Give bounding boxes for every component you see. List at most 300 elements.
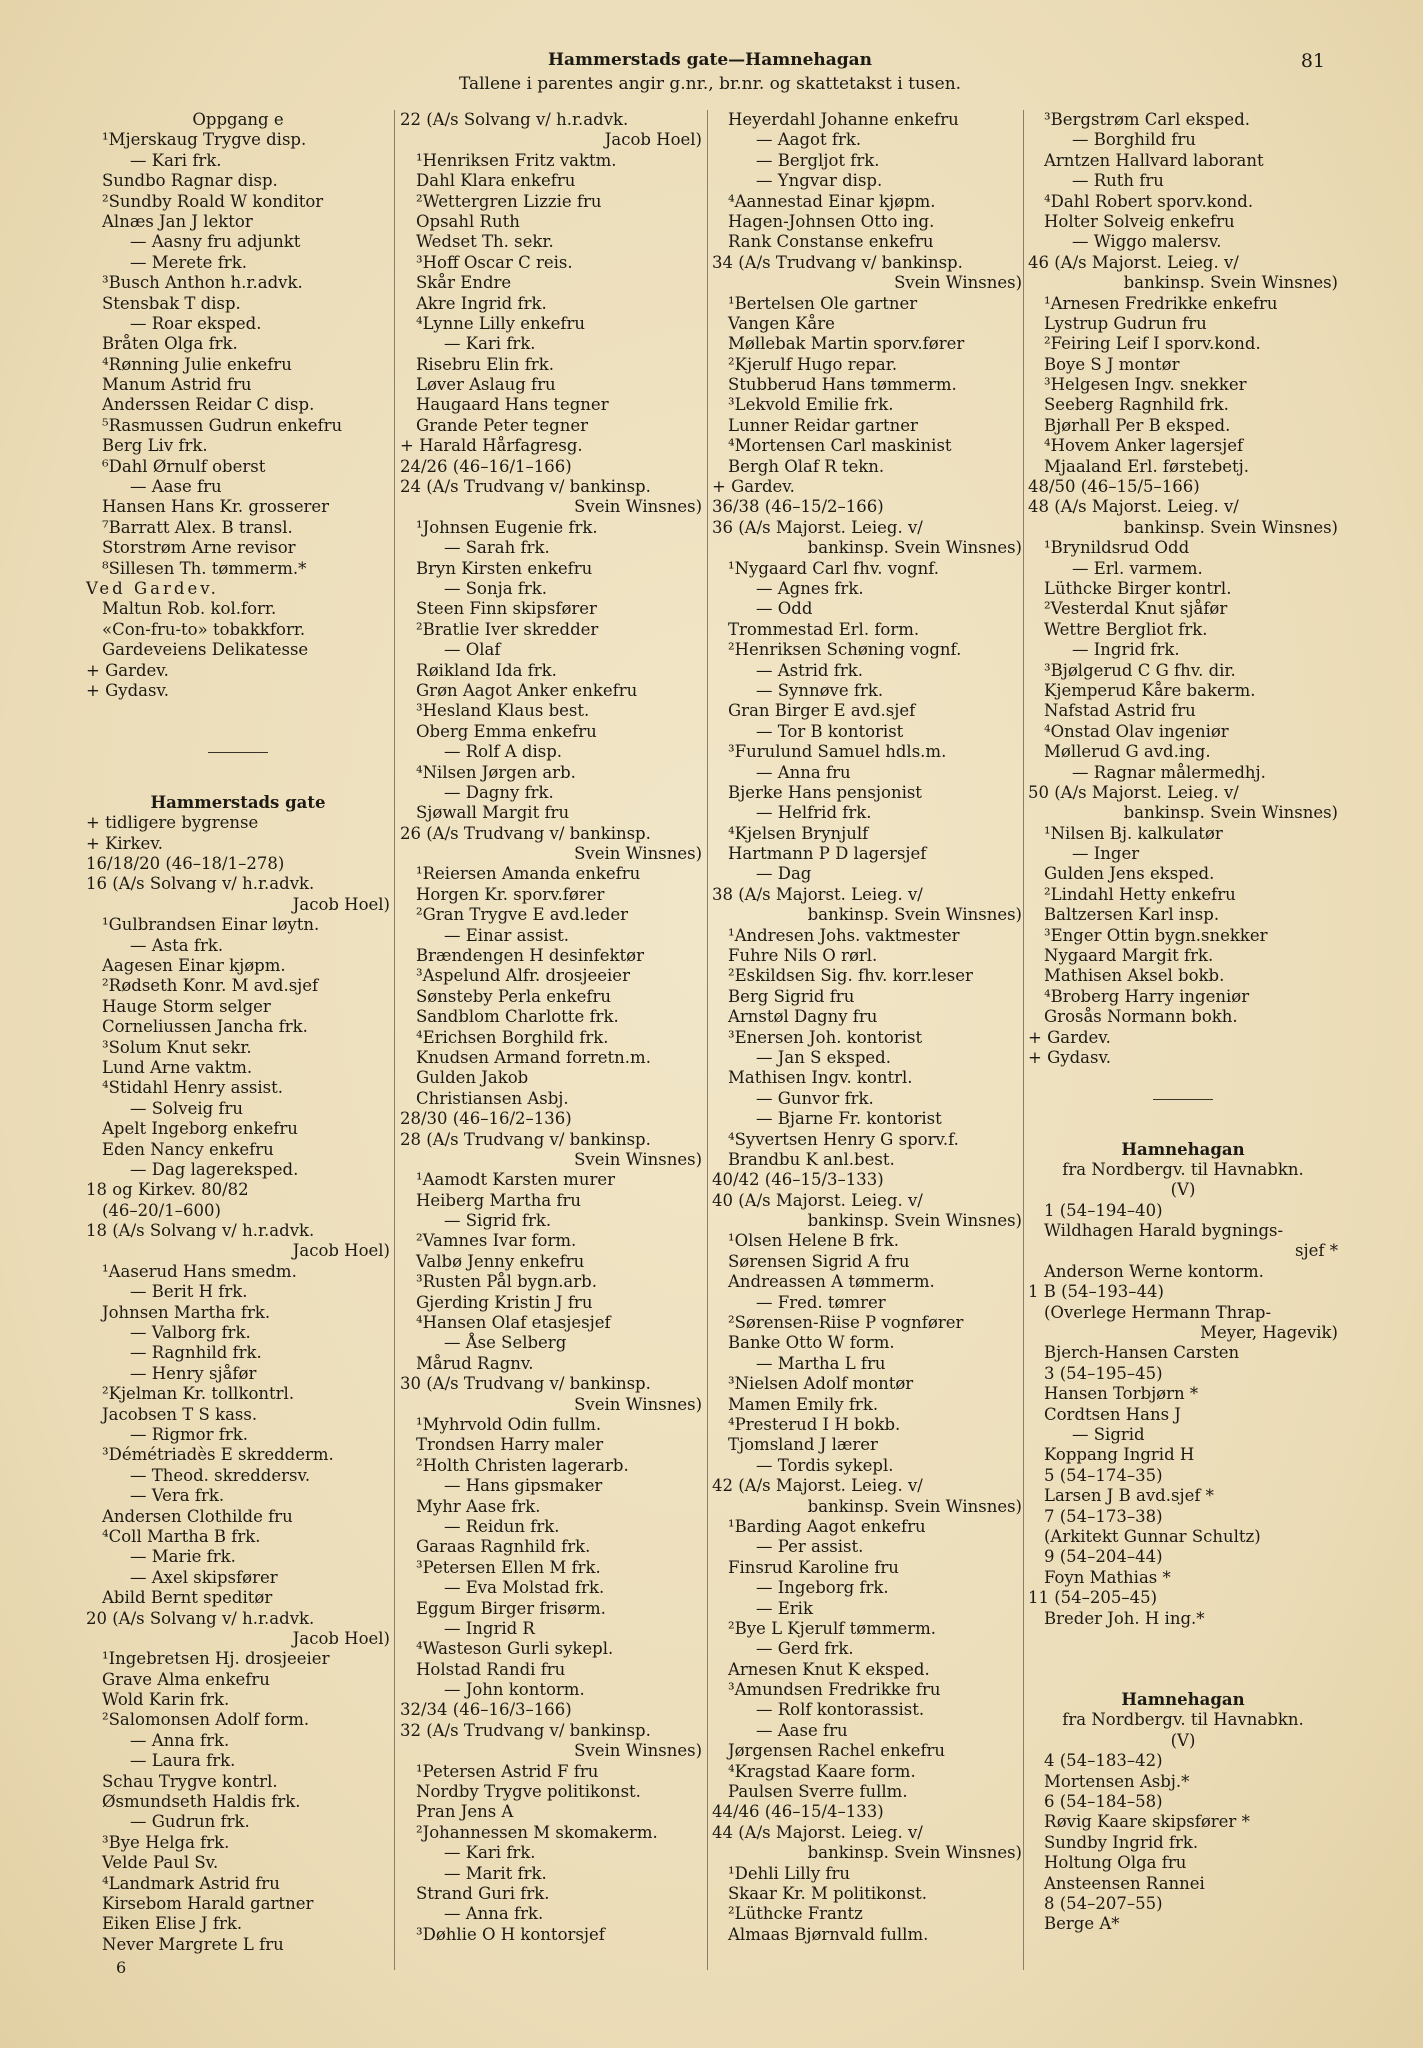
directory-entry: Dahl Klara enkefru: [416, 171, 576, 191]
directory-entry: ³Døhlie O H kontorsjef: [416, 1924, 605, 1944]
directory-entry: ³Hoff Oscar C reis.: [416, 252, 573, 272]
column-3: [712, 110, 1022, 1945]
directory-line: Oppgang e: [192, 110, 284, 129]
directory-entry: 11 (54–205–45): [1028, 1588, 1158, 1608]
directory-subentry: — Rolf A disp.: [444, 742, 563, 762]
directory-entry: ²Henriksen Schøning vognf.: [728, 640, 962, 660]
directory-continuation: bankinsp. Svein Winsnes): [1123, 803, 1338, 823]
directory-entry: + Gardev.: [712, 477, 795, 497]
directory-subentry: — Ingrid R: [444, 1618, 535, 1638]
directory-entry: ⁴Erichsen Borghild frk.: [416, 1027, 609, 1047]
directory-subentry: — Jan S eksped.: [756, 1047, 891, 1067]
directory-entry: ⁴Onstad Olav ingeniør: [1044, 721, 1229, 741]
blank-line: [1028, 1068, 1338, 1088]
directory-entry: ⁴Coll Martha B frk.: [102, 1526, 261, 1546]
directory-entry: ¹Mjerskaug Trygve disp.: [102, 130, 307, 150]
directory-line: (V): [1170, 1730, 1196, 1750]
directory-entry: ⁴Hovem Anker lagersjef: [1044, 436, 1244, 456]
directory-subentry: — Berit H frk.: [130, 1282, 248, 1302]
directory-entry: ²Kjelman Kr. tollkontrl.: [102, 1384, 295, 1404]
directory-entry: 30 (A/s Trudvang v/ bankinsp.: [400, 1374, 651, 1394]
directory-continuation: bankinsp. Svein Winsnes): [807, 538, 1022, 558]
directory-entry: Grande Peter tegner: [416, 415, 588, 435]
directory-entry: + Gardev.: [1028, 1027, 1111, 1047]
directory-entry: Storstrøm Arne revisor: [102, 538, 296, 558]
directory-entry: Anderson Werne kontorm.: [1044, 1261, 1264, 1281]
directory-entry: Eiken Elise J frk.: [102, 1914, 243, 1934]
directory-entry: Trommestad Erl. form.: [728, 619, 920, 639]
directory-entry: Cordtsen Hans J: [1044, 1404, 1181, 1424]
directory-entry: Heyerdahl Johanne enkefru: [728, 110, 959, 129]
directory-continuation: bankinsp. Svein Winsnes): [1123, 517, 1338, 537]
directory-entry: + tidligere bygrense: [86, 813, 259, 833]
directory-entry: Tjomsland J lærer: [728, 1435, 878, 1455]
directory-entry: Møllebak Martin sporv.fører: [728, 334, 965, 354]
directory-entry: Mjaaland Erl. førstebetj.: [1044, 456, 1250, 476]
directory-entry: ¹Petersen Astrid F fru: [416, 1761, 599, 1781]
directory-entry: Abild Bernt speditør: [102, 1588, 273, 1608]
directory-entry: 9 (54–204–44): [1044, 1547, 1163, 1567]
directory-entry: 18 (A/s Solvang v/ h.r.advk.: [86, 1221, 315, 1241]
directory-entry: Koppang Ingrid H: [1044, 1445, 1195, 1465]
directory-entry: ³Helgesen Ingv. snekker: [1044, 375, 1247, 395]
directory-entry: Andreassen A tømmerm.: [728, 1272, 935, 1292]
directory-entry: + Harald Hårfagresg.: [400, 436, 583, 456]
directory-entry: ⁴Rønning Julie enkefru: [102, 354, 292, 374]
directory-entry: Vangen Kåre: [728, 313, 835, 333]
directory-subentry: — Einar assist.: [444, 925, 570, 945]
directory-entry: 32 (A/s Trudvang v/ bankinsp.: [400, 1720, 651, 1740]
directory-entry: Oberg Emma enkefru: [416, 721, 597, 741]
directory-entry: Grave Alma enkefru: [102, 1669, 270, 1689]
directory-entry: Knudsen Armand forretn.m.: [416, 1047, 651, 1067]
directory-entry: 32/34 (46–16/3–166): [400, 1700, 572, 1720]
directory-entry: Hagen-Johnsen Otto ing.: [728, 211, 935, 231]
directory-entry: Myhr Aase frk.: [416, 1496, 541, 1516]
directory-entry: ¹Olsen Helene B frk.: [728, 1231, 899, 1251]
directory-entry: Eggum Birger frisørm.: [416, 1598, 606, 1618]
directory-entry: ⁴Hansen Olaf etasjesjef: [416, 1313, 611, 1333]
directory-entry: Bjerke Hans pensjonist: [728, 782, 922, 802]
directory-entry: ¹Brynildsrud Odd: [1044, 538, 1190, 558]
directory-entry: 48 (A/s Majorst. Leieg. v/: [1028, 497, 1239, 517]
directory-entry: Holstad Randi fru: [416, 1659, 566, 1679]
directory-entry: ¹Gulbrandsen Einar løytn.: [102, 915, 320, 935]
footer-mark: 6: [116, 1958, 127, 1977]
directory-entry: 40/42 (46–15/3–133): [712, 1170, 884, 1190]
column-divider: [394, 110, 395, 1970]
directory-subentry: — Borghild fru: [1072, 130, 1196, 150]
directory-entry: 1 B (54–193–44): [1028, 1282, 1164, 1302]
directory-subentry: — Ingeborg frk.: [756, 1578, 889, 1598]
directory-entry: ¹Myhrvold Odin fullm.: [416, 1415, 602, 1434]
directory-entry: Baltzersen Karl insp.: [1044, 905, 1220, 925]
directory-entry: ⁴Syvertsen Henry G sporv.f.: [728, 1129, 959, 1149]
directory-subentry: — Laura frk.: [130, 1751, 236, 1771]
directory-entry: 24 (A/s Trudvang v/ bankinsp.: [400, 477, 651, 497]
directory-entry: 44 (A/s Majorst. Leieg. v/: [712, 1822, 923, 1842]
directory-entry: ³Aspelund Alfr. drosjeeier: [416, 966, 630, 986]
directory-entry: Hartmann P D lagersjef: [728, 844, 927, 864]
directory-entry: Manum Astrid fru: [102, 375, 252, 395]
directory-entry: Holter Solveig enkefru: [1044, 211, 1235, 231]
directory-entry: Lüthcke Birger kontrl.: [1044, 578, 1232, 598]
blank-line: [1028, 1649, 1338, 1669]
directory-entry: (Arkitekt Gunnar Schultz): [1044, 1526, 1261, 1546]
directory-entry: 28 (A/s Trudvang v/ bankinsp.: [400, 1129, 651, 1149]
directory-entry: Jørgensen Rachel enkefru: [728, 1741, 946, 1761]
directory-entry: Bergh Olaf R tekn.: [728, 456, 885, 476]
directory-subentry: — Dag: [756, 864, 812, 884]
directory-entry: Bjørhall Per B eksped.: [1044, 415, 1231, 435]
directory-entry: ⁵Rasmussen Gudrun enkefru: [102, 415, 343, 435]
directory-entry: 24/26 (46–16/1–166): [400, 456, 572, 476]
directory-entry: Larsen J B avd.sjef *: [1044, 1486, 1214, 1506]
directory-subentry: — Odd: [756, 599, 813, 619]
directory-entry: ²Gran Trygve E avd.leder: [416, 905, 629, 925]
directory-entry: Lystrup Gudrun fru: [1044, 313, 1207, 333]
directory-entry: Corneliussen Jancha frk.: [102, 1017, 308, 1037]
directory-entry: Finsrud Karoline fru: [728, 1557, 899, 1577]
directory-entry: Gulden Jens eksped.: [1044, 864, 1215, 884]
directory-subentry: — Dagny frk.: [444, 782, 554, 802]
directory-entry: ³Amundsen Fredrikke fru: [728, 1680, 941, 1700]
directory-entry: Berge A*: [1044, 1914, 1120, 1934]
directory-entry: ²Sundby Roald W konditor: [102, 191, 324, 211]
directory-continuation: sjef *: [1295, 1241, 1338, 1261]
directory-entry: ²Holth Christen lagerarb.: [416, 1455, 629, 1475]
directory-entry: Stensbak T disp.: [102, 293, 241, 313]
column-4: [1028, 110, 1338, 1935]
directory-subentry: — Bjarne Fr. kontorist: [756, 1109, 942, 1129]
directory-entry: 3 (54–195–45): [1044, 1363, 1163, 1383]
directory-subentry: — Gerd frk.: [756, 1639, 854, 1659]
directory-entry: ²Kjerulf Hugo repar.: [728, 354, 898, 374]
directory-continuation: bankinsp. Svein Winsnes): [807, 905, 1022, 925]
directory-subentry: — Sigrid frk.: [444, 1211, 552, 1231]
directory-entry: ⁶Dahl Ørnulf oberst: [102, 456, 266, 476]
directory-entry: ¹Nygaard Carl fhv. vognf.: [728, 558, 939, 578]
directory-entry: ⁸Sillesen Th. tømmerm.*: [102, 558, 307, 578]
directory-entry: Lund Arne vaktm.: [102, 1057, 253, 1077]
directory-entry: Fuhre Nils O rørl.: [728, 946, 878, 966]
section-rule: [1028, 1099, 1338, 1119]
directory-subentry: — Martha L fru: [756, 1353, 886, 1373]
directory-line: fra Nordbergv. til Havnabkn.: [1062, 1710, 1304, 1730]
directory-entry: ²Sørensen-Riise P vognfører: [728, 1313, 964, 1333]
directory-subentry: — Ragnhild frk.: [130, 1343, 262, 1363]
directory-entry: Gran Birger E avd.sjef: [728, 701, 916, 721]
directory-entry: Nygaard Margit frk.: [1044, 946, 1214, 966]
directory-entry: ²Wettergren Lizzie fru: [416, 191, 602, 211]
column-1: [86, 110, 390, 1955]
directory-subentry: — John kontorm.: [444, 1680, 585, 1700]
directory-subentry: — Eva Molstad frk.: [444, 1578, 605, 1598]
directory-entry: Gjerding Kristin J fru: [416, 1292, 593, 1312]
directory-subentry: — Anna fru: [756, 762, 851, 782]
directory-subentry: — Vera frk.: [130, 1486, 225, 1506]
directory-subentry: — Aase fru: [756, 1720, 848, 1740]
directory-entry: ¹Andresen Johs. vaktmester: [728, 925, 960, 945]
directory-entry: «Con-fru-to» tobakkforr.: [102, 619, 306, 639]
directory-entry: Grosås Normann bokh.: [1044, 1007, 1238, 1027]
directory-entry: Johnsen Martha frk.: [102, 1302, 271, 1322]
directory-entry: Garaas Ragnhild frk.: [416, 1537, 591, 1557]
directory-entry: 20 (A/s Solvang v/ h.r.advk.: [86, 1608, 315, 1628]
directory-entry: ¹Johnsen Eugenie frk.: [416, 517, 598, 537]
directory-entry: Sundby Ingrid frk.: [1044, 1832, 1199, 1852]
directory-subentry: — Henry sjåfør: [130, 1363, 257, 1383]
directory-entry: Hauge Storm selger: [102, 996, 271, 1016]
directory-entry: 28/30 (46–16/2–136): [400, 1109, 572, 1129]
directory-entry: ¹Arnesen Fredrikke enkefru: [1044, 293, 1278, 313]
directory-subentry: — Rolf kontorassist.: [756, 1700, 925, 1720]
directory-entry: Arntzen Hallvard laborant: [1044, 150, 1264, 170]
directory-entry: Mamen Emily frk.: [728, 1394, 879, 1414]
directory-entry: ²Lüthcke Frantz: [728, 1904, 863, 1924]
directory-entry: Holtung Olga fru: [1044, 1853, 1187, 1873]
directory-subentry: — Valborg frk.: [130, 1323, 251, 1343]
directory-entry: 18 og Kirkev. 80/82: [86, 1180, 249, 1200]
directory-entry: Skaar Kr. M politikonst.: [728, 1883, 927, 1903]
directory-entry: ¹Nilsen Bj. kalkulatør: [1044, 823, 1223, 843]
blank-line: [86, 701, 390, 721]
directory-entry: Maltun Rob. kol.forr.: [102, 599, 277, 619]
directory-entry: Berg Sigrid fru: [728, 986, 855, 1006]
page-subtitle: Tallene i parentes angir g.nr., br.nr. og skattetakst i tusen.: [458, 74, 962, 94]
directory-entry: 36/38 (46–15/2–166): [712, 497, 884, 517]
directory-entry: 36 (A/s Majorst. Leieg. v/: [712, 517, 923, 537]
directory-entry: Foyn Mathias *: [1044, 1567, 1171, 1587]
directory-entry: ³Bjølgerud C G fhv. dir.: [1044, 660, 1236, 680]
directory-entry: Gardeveiens Delikatesse: [102, 640, 309, 660]
directory-line: (V): [1170, 1180, 1196, 1200]
directory-entry: ¹Ingebretsen Hj. drosjeeier: [102, 1649, 330, 1669]
directory-subentry: — Bergljot frk.: [756, 150, 880, 170]
directory-entry: ⁴Lynne Lilly enkefru: [416, 313, 585, 333]
directory-entry: 8 (54–207–55): [1044, 1893, 1163, 1913]
directory-entry: ²Vamnes Ivar form.: [416, 1231, 577, 1251]
directory-continuation: bankinsp. Svein Winsnes): [807, 1496, 1022, 1516]
directory-entry: Apelt Ingeborg enkefru: [102, 1119, 298, 1139]
directory-entry: ²Lindahl Hetty enkefru: [1044, 884, 1236, 904]
directory-subentry: — Rigmor frk.: [130, 1425, 248, 1444]
directory-entry: ³Petersen Ellen M frk.: [416, 1557, 601, 1577]
directory-subentry: — Ingrid frk.: [1072, 640, 1180, 660]
directory-entry: Andersen Clothilde fru: [102, 1506, 293, 1526]
directory-subentry: — Solveig fru: [130, 1098, 244, 1118]
directory-subentry: — Reidun frk.: [444, 1516, 560, 1536]
directory-entry: Boye S J montør: [1044, 354, 1180, 374]
directory-entry: Sjøwall Margit fru: [416, 803, 570, 823]
blank-line: [1028, 1670, 1338, 1690]
directory-entry: ³Hesland Klaus best.: [416, 701, 590, 721]
directory-subentry: — Dag lagereksped.: [130, 1159, 299, 1179]
directory-entry: Risebru Elin frk.: [416, 354, 554, 374]
directory-entry: ⁴Stidahl Henry assist.: [102, 1078, 284, 1098]
directory-subentry: — Axel skipsfører: [130, 1567, 278, 1587]
blank-line: [1028, 1119, 1338, 1139]
directory-subentry: — Tor B kontorist: [756, 721, 904, 741]
directory-continuation: Svein Winsnes): [574, 1394, 702, 1414]
street-heading: Hammerstads gate: [150, 792, 326, 812]
directory-entry: 22 (A/s Solvang v/ h.r.advk.: [400, 110, 629, 129]
directory-entry: ³Enger Ottin bygn.snekker: [1044, 925, 1268, 945]
directory-continuation: Jacob Hoel): [292, 1241, 390, 1261]
directory-entry: 40 (A/s Majorst. Leieg. v/: [712, 1190, 923, 1210]
directory-entry: Nordby Trygve politikonst.: [416, 1782, 641, 1802]
directory-entry: + Gardev.: [86, 660, 169, 680]
directory-entry: + Gydasv.: [1028, 1047, 1112, 1067]
directory-continuation: Svein Winsnes): [574, 497, 702, 517]
directory-entry: Wettre Bergliot frk.: [1044, 619, 1208, 639]
directory-subentry: — Marie frk.: [130, 1547, 236, 1567]
directory-entry: Arnesen Knut K eksped.: [728, 1659, 930, 1679]
directory-entry: Hansen Hans Kr. grosserer: [102, 497, 330, 517]
rule-line: [1153, 1099, 1213, 1100]
directory-entry: Aagesen Einar kjøpm.: [102, 956, 286, 976]
directory-subentry: — Kari frk.: [444, 334, 536, 354]
directory-continuation: Svein Winsnes): [574, 1741, 702, 1761]
directory-entry: 16 (A/s Solvang v/ h.r.advk.: [86, 874, 315, 894]
directory-subentry: — Hans gipsmaker: [444, 1476, 603, 1496]
directory-entry: ²Eskildsen Sig. fhv. korr.leser: [728, 966, 973, 986]
directory-entry: ³Démétriadès E skredderm.: [102, 1445, 334, 1465]
directory-subentry: — Roar eksped.: [130, 313, 262, 333]
directory-subentry: — Merete frk.: [130, 252, 247, 272]
directory-entry: ²Salomonsen Adolf form.: [102, 1710, 310, 1730]
directory-subentry: — Kari frk.: [444, 1843, 536, 1863]
column-divider: [1023, 110, 1024, 1970]
directory-entry: Anderssen Reidar C disp.: [102, 395, 315, 415]
section-rule: [86, 752, 390, 772]
directory-entry: ⁴Kragstad Kaare form.: [728, 1761, 916, 1781]
directory-entry: Rank Constanse enkefru: [728, 232, 934, 252]
directory-entry: Bråten Olga frk.: [102, 334, 238, 354]
directory-entry: ³Enersen Joh. kontorist: [728, 1027, 923, 1047]
directory-subentry: — Ragnar målermedhj.: [1072, 762, 1266, 782]
directory-entry: Berg Liv frk.: [102, 436, 208, 456]
directory-entry: ³Rusten Pål bygn.arb.: [416, 1272, 597, 1292]
directory-continuation: Svein Winsnes): [574, 844, 702, 864]
directory-entry: ⁴Mortensen Carl maskinist: [728, 436, 952, 456]
directory-entry: ¹Bertelsen Ole gartner: [728, 293, 918, 313]
directory-entry: 44/46 (46–15/4–133): [712, 1802, 884, 1822]
column-2: [400, 110, 702, 1945]
directory-entry: ⁴Wasteson Gurli sykepl.: [416, 1639, 614, 1659]
directory-entry: ¹Dehli Lilly fru: [728, 1863, 851, 1883]
directory-entry: Mathisen Aksel bokb.: [1044, 966, 1225, 986]
directory-entry: Schau Trygve kontrl.: [102, 1771, 278, 1791]
directory-entry: Breder Joh. H ing.*: [1044, 1608, 1205, 1628]
directory-entry: Sundbo Ragnar disp.: [102, 171, 278, 191]
directory-subentry: — Sonja frk.: [444, 578, 548, 598]
directory-entry: Wold Karin frk.: [102, 1690, 230, 1710]
directory-entry: Banke Otto W form.: [728, 1333, 895, 1353]
directory-entry: ⁴Nilsen Jørgen arb.: [416, 762, 576, 782]
directory-entry: Mortensen Asbj.*: [1044, 1771, 1190, 1791]
directory-entry: 48/50 (46–15/5–166): [1028, 477, 1200, 497]
directory-entry: Gulden Jakob: [416, 1068, 529, 1088]
directory-entry: (46–20/1–600): [102, 1200, 221, 1220]
directory-continuation: bankinsp. Svein Winsnes): [807, 1843, 1022, 1863]
directory-entry: 46 (A/s Majorst. Leieg. v/: [1028, 252, 1239, 272]
directory-subentry: — Fred. tømrer: [756, 1292, 886, 1312]
directory-subentry: — Sarah frk.: [444, 538, 550, 558]
directory-entry: Røvig Kaare skipsfører *: [1044, 1812, 1250, 1832]
rule-line: [208, 752, 268, 753]
directory-entry: ³Solum Knut sekr.: [102, 1037, 252, 1057]
directory-line: fra Nordbergv. til Havnabkn.: [1062, 1159, 1304, 1179]
directory-continuation: Svein Winsnes): [894, 273, 1022, 293]
directory-entry: Kirsebom Harald gartner: [102, 1893, 314, 1913]
directory-subentry: — Asta frk.: [130, 935, 224, 955]
directory-entry: Jacobsen T S kass.: [102, 1404, 258, 1424]
section-label: Ved Gardev.: [86, 578, 219, 598]
directory-entry: ¹Reiersen Amanda enkefru: [416, 864, 641, 884]
directory-entry: + Kirkev.: [86, 833, 163, 853]
directory-entry: ³Furulund Samuel hdls.m.: [728, 742, 947, 762]
blank-line: [1028, 1629, 1338, 1649]
directory-subentry: — Olaf: [444, 640, 501, 660]
directory-entry: 38 (A/s Majorst. Leieg. v/: [712, 884, 923, 904]
directory-entry: 1 (54–194–40): [1044, 1200, 1163, 1220]
page-header: [0, 50, 1423, 110]
directory-entry: ³Lekvold Emilie frk.: [728, 395, 894, 415]
directory-entry: Sørensen Sigrid A fru: [728, 1251, 910, 1271]
directory-continuation: bankinsp. Svein Winsnes): [1123, 273, 1338, 293]
directory-entry: Øsmundseth Haldis frk.: [102, 1792, 301, 1812]
directory-entry: 34 (A/s Trudvang v/ bankinsp.: [712, 252, 963, 272]
directory-entry: Stubberud Hans tømmerm.: [728, 375, 957, 395]
directory-entry: ¹Barding Aagot enkefru: [728, 1516, 926, 1536]
directory-entry: ⁴Aannestad Einar kjøpm.: [728, 191, 936, 211]
directory-entry: Akre Ingrid frk.: [416, 293, 547, 313]
directory-entry: 16/18/20 (46–18/1–278): [86, 854, 285, 874]
directory-entry: ⁴Dahl Robert sporv.kond.: [1044, 191, 1254, 211]
directory-entry: Pran Jens A: [416, 1802, 514, 1822]
directory-subentry: — Åse Selberg: [444, 1333, 567, 1353]
directory-entry: ²Feiring Leif I sporv.kond.: [1044, 334, 1261, 354]
directory-entry: Nafstad Astrid fru: [1044, 701, 1196, 721]
directory-entry: Sønsteby Perla enkefru: [416, 986, 612, 1006]
directory-entry: ¹Aamodt Karsten murer: [416, 1170, 615, 1190]
directory-entry: (Overlege Hermann Thrap-: [1044, 1302, 1272, 1322]
directory-entry: ²Bye L Kjerulf tømmerm.: [728, 1618, 937, 1638]
directory-entry: ⁴Landmark Astrid fru: [102, 1873, 280, 1893]
directory-subentry: — Erl. varmem.: [1072, 558, 1203, 578]
directory-entry: ⁷Barratt Alex. B transl.: [102, 517, 293, 537]
directory-entry: Valbø Jenny enkefru: [416, 1251, 585, 1271]
directory-subentry: — Anna frk.: [130, 1730, 230, 1750]
directory-entry: Mårud Ragnv.: [416, 1353, 534, 1373]
directory-entry: Bjerch-Hansen Carsten: [1044, 1343, 1240, 1363]
directory-subentry: — Ruth fru: [1072, 171, 1164, 191]
directory-entry: Never Margrete L fru: [102, 1934, 284, 1954]
directory-entry: Brandbu K anl.best.: [728, 1149, 895, 1169]
directory-subentry: — Anna frk.: [444, 1904, 544, 1924]
directory-subentry: — Aagot frk.: [756, 130, 862, 150]
directory-entry: Kjemperud Kåre bakerm.: [1044, 680, 1256, 700]
directory-entry: Ansteensen Rannei: [1044, 1873, 1205, 1893]
directory-entry: ⁴Presterud I H bokb.: [728, 1415, 901, 1434]
directory-entry: ¹Aaserud Hans smedm.: [102, 1261, 297, 1281]
directory-entry: Lunner Reidar gartner: [728, 415, 918, 435]
directory-entry: Løver Aslaug fru: [416, 375, 556, 395]
directory-entry: Haugaard Hans tegner: [416, 395, 609, 415]
directory-entry: Strand Guri frk.: [416, 1883, 550, 1903]
directory-entry: Wedset Th. sekr.: [416, 232, 554, 252]
